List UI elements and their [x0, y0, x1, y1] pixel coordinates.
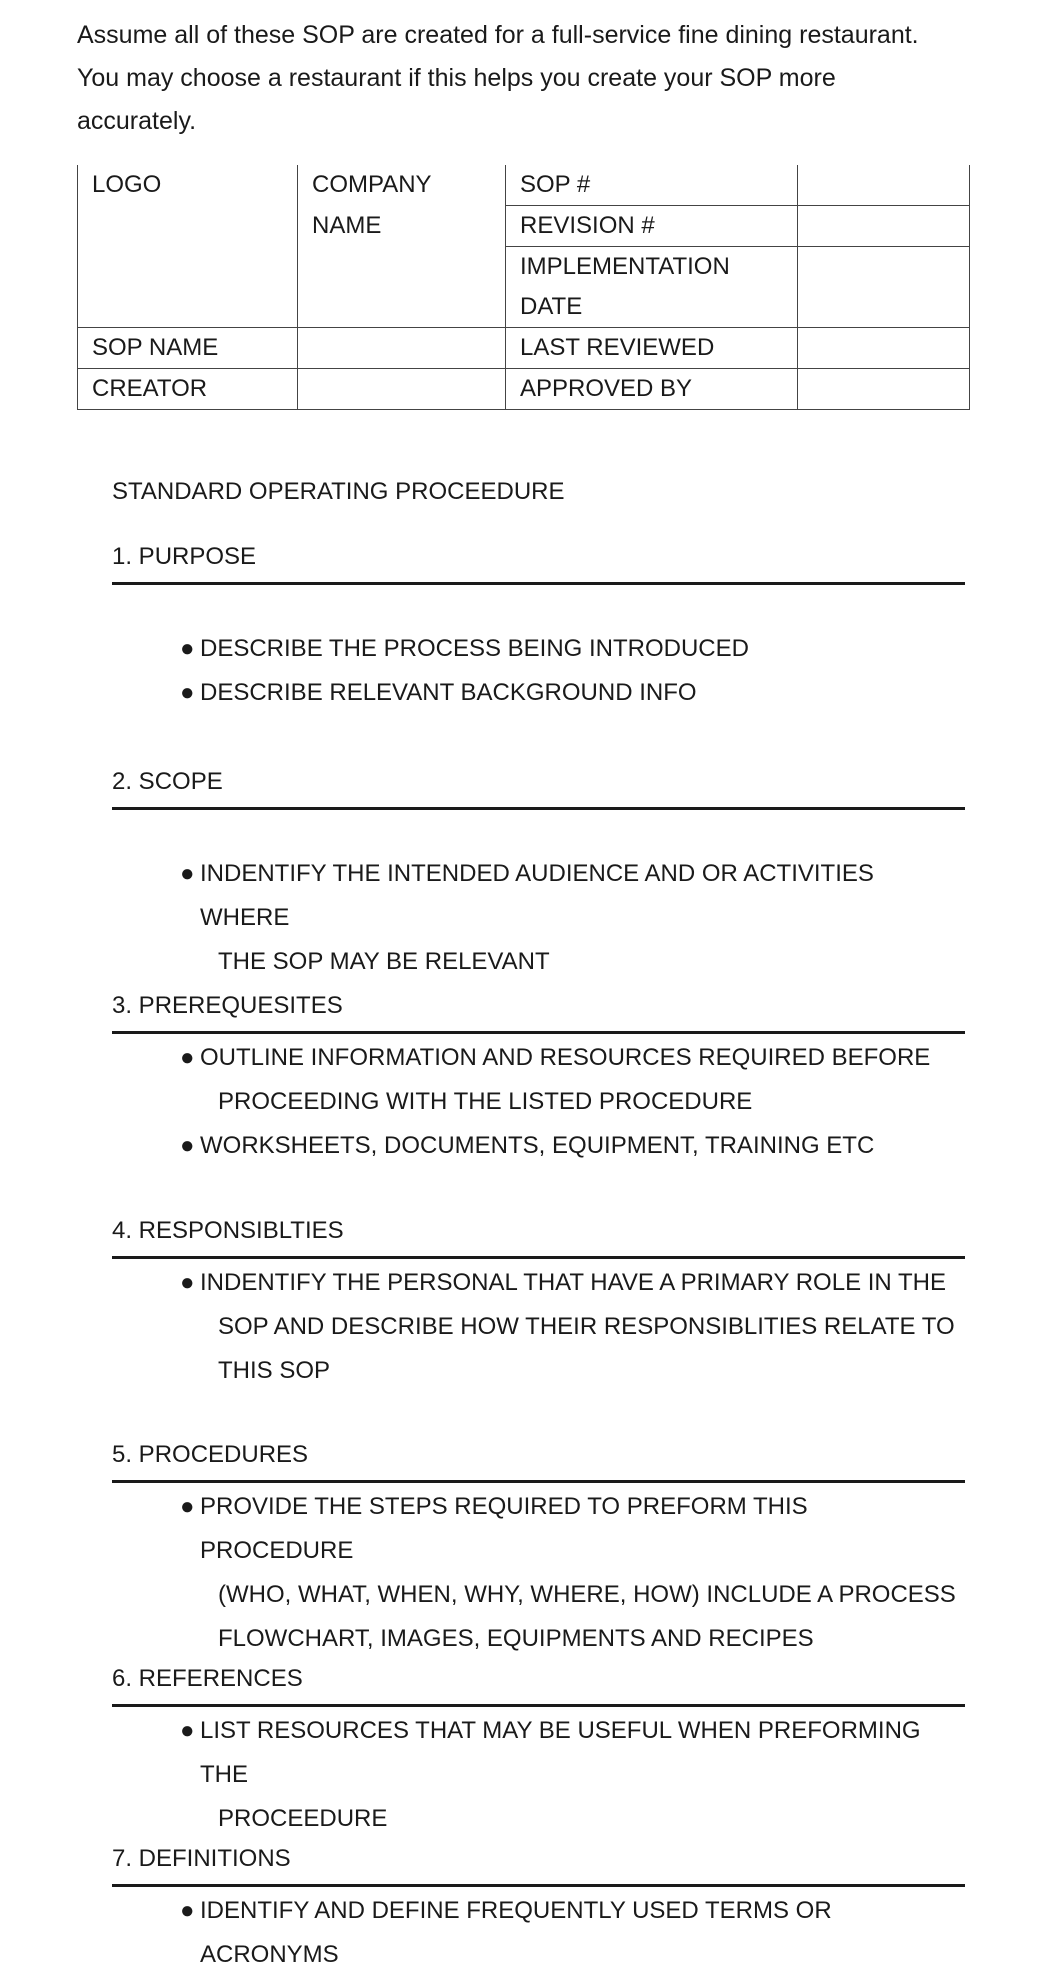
bullet-icon: ●: [180, 1269, 195, 1296]
revision-number-label: REVISION #: [520, 212, 655, 239]
section-heading: 3. PREREQUESITES: [112, 991, 965, 1034]
last-reviewed-cell: [506, 328, 798, 369]
section-heading: 4. RESPONSIBLTIES: [112, 1216, 965, 1259]
company-name-label-1: COMPANY: [312, 171, 432, 198]
bullet-list: [112, 1709, 965, 1841]
sop-name-value-cell: [298, 328, 506, 369]
bullet-icon: ●: [180, 1897, 195, 1924]
bullet-icon: ●: [180, 679, 195, 706]
sop-number-value-cell: [798, 165, 970, 206]
list-item: ● INDENTIFY THE INTENDED AUDIENCE AND OR ACTIVITIES WHERE THE SOP MAY BE RELEVANT: [180, 852, 965, 984]
section-procedures: [112, 1440, 965, 1661]
section-heading: 6. REFERENCES: [112, 1664, 965, 1707]
intro-line-3: accurately.: [77, 107, 197, 135]
implementation-date-label-1: IMPLEMENTATION: [520, 253, 730, 280]
bullet-icon: ●: [180, 635, 195, 662]
company-name-cell: [298, 165, 506, 206]
section-definitions: [112, 1844, 965, 1977]
intro-line-2: You may choose a restaurant if this helps you create your SOP more: [77, 64, 836, 92]
logo-label: LOGO: [92, 171, 162, 198]
revision-number-value-cell: [798, 206, 970, 247]
list-item: ● DESCRIBE THE PROCESS BEING INTRODUCED: [180, 627, 965, 671]
creator-cell: [78, 369, 298, 410]
section-purpose: [112, 542, 965, 715]
approved-by-value-cell: [798, 369, 970, 410]
last-reviewed-value-cell: [798, 328, 970, 369]
section-scope: [112, 767, 965, 984]
creator-label: CREATOR: [92, 375, 208, 402]
list-item: ● INDENTIFY THE PERSONAL THAT HAVE A PRIMARY ROLE IN THE SOP AND DESCRIBE HOW THEIR RESPONSIBLITIES RELATE TO THIS SOP: [180, 1261, 965, 1393]
list-item: ● LIST RESOURCES THAT MAY BE USEFUL WHEN PREFORMING THE PROCEEDURE: [180, 1709, 965, 1841]
bullet-icon: ●: [180, 1132, 195, 1159]
last-reviewed-label: LAST REVIEWED: [520, 334, 715, 361]
section-responsibilities: [112, 1216, 965, 1393]
implementation-date-label-2: DATE: [520, 293, 583, 320]
bullet-icon: ●: [180, 1044, 195, 1071]
bullet-list: [112, 1036, 965, 1168]
bullet-list: [112, 1889, 965, 1977]
list-item: ● PROVIDE THE STEPS REQUIRED TO PREFORM THIS PROCEDURE (WHO, WHAT, WHEN, WHY, WHERE, HOW) INCLUDE A PROCESS FLOWCHART, IMAGES, EQUIPMENTS AND RECIPES: [180, 1485, 965, 1661]
sop-header-table: [77, 165, 970, 410]
section-references: [112, 1664, 965, 1841]
section-heading: 2. SCOPE: [112, 767, 965, 810]
sop-title: STANDARD OPERATING PROCEEDURE: [112, 478, 565, 505]
sop-number-cell: [506, 165, 798, 206]
bullet-list: [112, 627, 965, 715]
intro-line-1: Assume all of these SOP are created for a full-service fine dining restaurant.: [77, 21, 919, 49]
approved-by-label: APPROVED BY: [520, 375, 693, 402]
section-heading: 7. DEFINITIONS: [112, 1844, 965, 1887]
revision-number-cell: [506, 206, 798, 247]
bullet-icon: ●: [180, 860, 195, 887]
bullet-list: [112, 852, 965, 984]
approved-by-cell: [506, 369, 798, 410]
bullet-list: [112, 1485, 965, 1661]
bullet-icon: ●: [180, 1717, 195, 1744]
bullet-icon: ●: [180, 1493, 195, 1520]
logo-cell: [78, 165, 298, 206]
intro-paragraph: [77, 14, 977, 143]
list-item: ● OUTLINE INFORMATION AND RESOURCES REQUIRED BEFORE PROCEEDING WITH THE LISTED PROCEDURE: [180, 1036, 965, 1124]
sop-name-cell: [78, 328, 298, 369]
section-heading: 1. PURPOSE: [112, 542, 965, 585]
list-item: ● WORKSHEETS, DOCUMENTS, EQUIPMENT, TRAINING ETC: [180, 1124, 965, 1168]
sop-name-label: SOP NAME: [92, 334, 219, 361]
implementation-date-value-cell: [798, 247, 970, 288]
implementation-date-cell: [506, 247, 798, 288]
bullet-list: [112, 1261, 965, 1393]
section-heading: 5. PROCEDURES: [112, 1440, 965, 1483]
creator-value-cell: [298, 369, 506, 410]
list-item: ● IDENTIFY AND DEFINE FREQUENTLY USED TERMS OR ACRONYMS: [180, 1889, 965, 1977]
company-name-label-2: NAME: [312, 211, 382, 239]
sop-number-label: SOP #: [520, 171, 591, 198]
list-item: ● DESCRIBE RELEVANT BACKGROUND INFO: [180, 671, 965, 715]
section-prerequisites: [112, 991, 965, 1168]
